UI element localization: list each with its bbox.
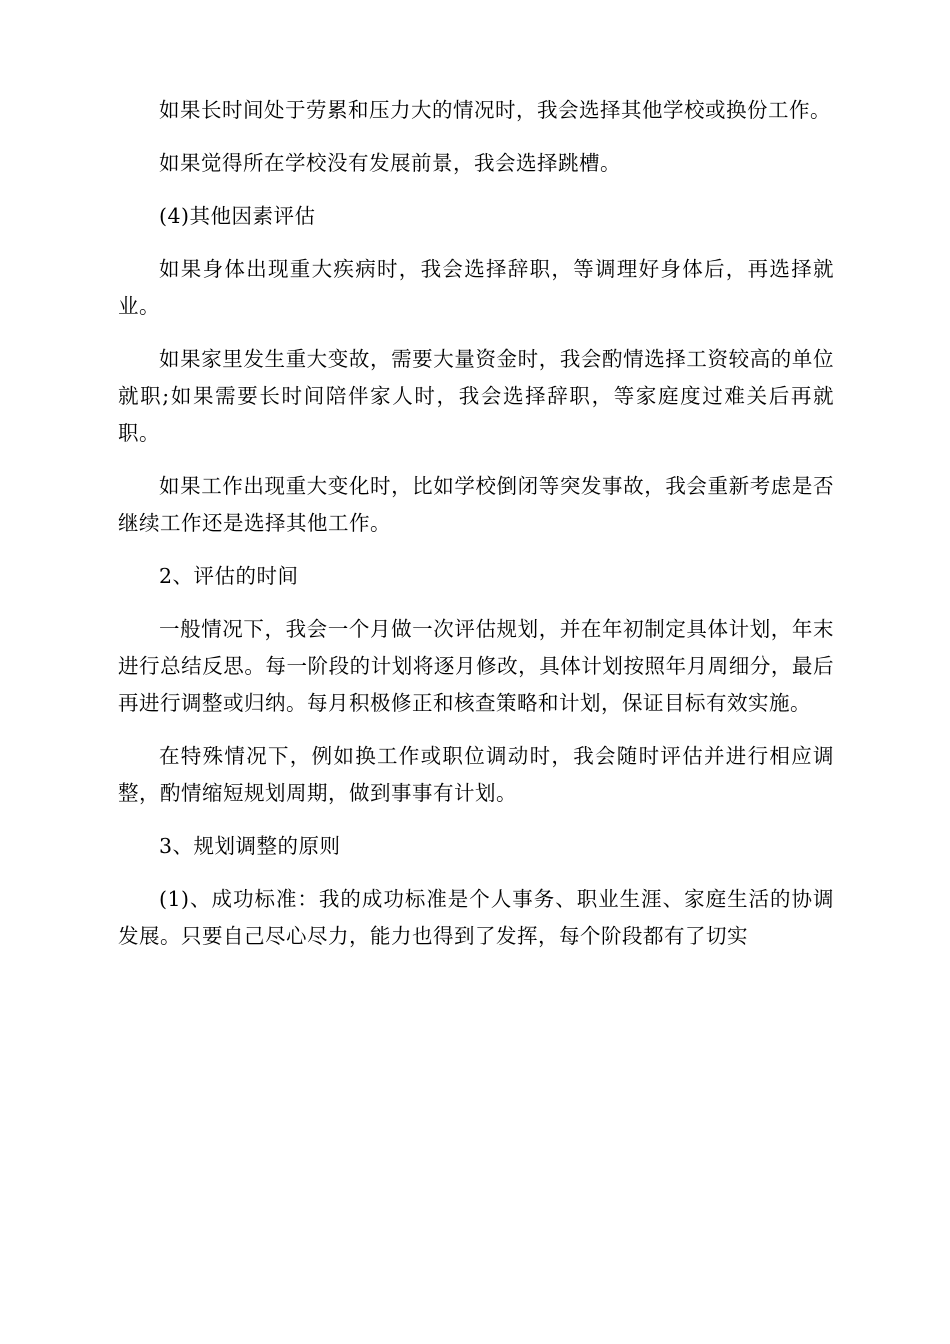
paragraph-monthly-evaluation: 一般情况下，我会一个月做一次评估规划，并在年初制定具体计划，年末进行总结反思。每一阶段的计划将逐月修改，具体计划按照年月周细分，最后再进行调整或归纳。每月积极修正和核查策略和计划，保证目标有效实施。 <box>118 617 834 715</box>
heading-evaluation-time: 2、评估的时间 <box>159 564 299 588</box>
heading-other-factors: (4)其他因素评估 <box>159 204 316 228</box>
paragraph-overwork-change-job: 如果长时间处于劳累和压力大的情况时，我会选择其他学校或换份工作。 <box>159 98 831 122</box>
paragraph-illness: 如果身体出现重大疾病时，我会选择辞职，等调理好身体后，再选择就业。 <box>118 257 834 318</box>
paragraph-work-change: 如果工作出现重大变化时，比如学校倒闭等突发事故，我会重新考虑是否继续工作还是选择其他工作。 <box>118 474 834 535</box>
document-body <box>118 92 834 971</box>
heading-adjustment-principles: 3、规划调整的原则 <box>159 834 341 858</box>
paragraph-no-prospect: 如果觉得所在学校没有发展前景，我会选择跳槽。 <box>159 151 621 175</box>
paragraph-success-criteria: (1)、成功标准：我的成功标准是个人事务、职业生涯、家庭生活的协调发展。只要自己尽心尽力，能力也得到了发挥，每个阶段都有了切实 <box>118 887 834 948</box>
paragraph-family-change: 如果家里发生重大变故，需要大量资金时，我会酌情选择工资较高的单位就职;如果需要长时间陪伴家人时，我会选择辞职，等家庭度过难关后再就职。 <box>118 347 834 445</box>
paragraph-special-cases: 在特殊情况下，例如换工作或职位调动时，我会随时评估并进行相应调整，酌情缩短规划周期，做到事事有计划。 <box>118 744 834 805</box>
